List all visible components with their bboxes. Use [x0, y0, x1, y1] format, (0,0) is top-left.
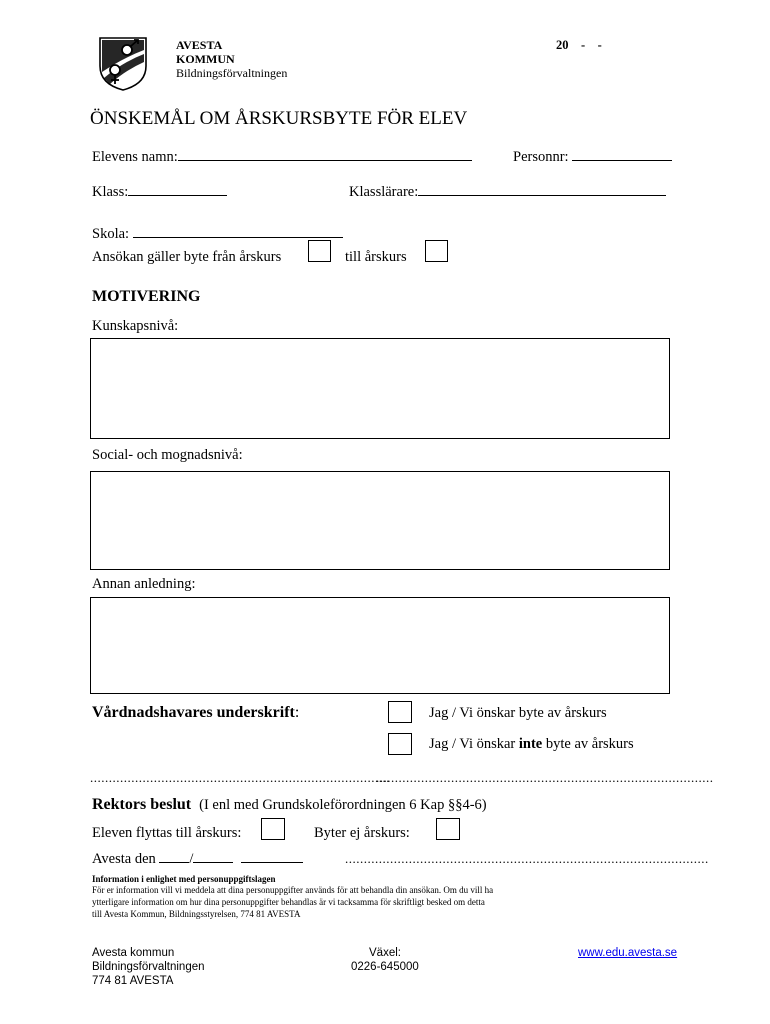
info-line-2: ytterligare information om hur dina personuppgifter behandlas är vi tacksamma för skriftligt besked om detta — [92, 897, 485, 907]
rektor-row — [92, 796, 487, 814]
klasslarare-label: Klasslärare: — [349, 184, 419, 200]
byte-fran-label: Ansökan gäller byte från årskurs — [92, 249, 282, 265]
rektor-signature-line[interactable]: ................................................................................................. — [345, 851, 709, 866]
want-change-checkbox[interactable] — [388, 701, 412, 723]
footer-phone-label: Växel: — [369, 947, 401, 959]
day-line[interactable] — [159, 850, 189, 863]
avesta-den-row — [92, 850, 303, 868]
footer-phone-number: 0226-645000 — [351, 961, 419, 973]
want-change-label: Jag / Vi önskar byte av årskurs — [429, 705, 607, 721]
info-line-3: till Avesta Kommun, Bildningsstyrelsen, 774 81 AVESTA — [92, 909, 301, 919]
info-heading: Information i enlighet med personuppgiftslagen — [92, 874, 276, 884]
page-title: ÖNSKEMÅL OM ÅRSKURSBYTE FÖR ELEV — [90, 108, 468, 129]
skola-row — [92, 225, 343, 243]
no-change-post: byte av årskurs — [542, 736, 634, 752]
year-line[interactable] — [241, 850, 303, 863]
rektor-label: Rektors beslut — [92, 796, 192, 813]
flyttas-label: Eleven flyttas till årskurs: — [92, 825, 242, 841]
student-name-row — [92, 148, 472, 166]
org-name-line2: KOMMUN — [176, 52, 235, 66]
avesta-den-label: Avesta den — [92, 851, 156, 867]
coat-of-arms-icon — [98, 36, 148, 92]
klass-label: Klass: — [92, 184, 129, 200]
social-textbox[interactable] — [90, 471, 670, 570]
no-change-bold: inte — [518, 736, 543, 752]
student-name-line[interactable] — [178, 148, 472, 161]
info-line-1: För er information vill vi meddela att dina personuppgifter används för att behandla din ansökan. Om du vill ha — [92, 885, 494, 895]
annan-label: Annan anledning: — [92, 576, 196, 592]
from-grade-checkbox[interactable] — [308, 240, 331, 262]
skola-line[interactable] — [133, 225, 343, 238]
date-slash: / — [189, 851, 194, 867]
kunskap-textbox[interactable] — [90, 338, 670, 439]
no-change-label — [429, 736, 634, 753]
student-name-label: Elevens namn: — [92, 149, 178, 165]
klass-line[interactable] — [128, 183, 227, 196]
byter-ej-label: Byter ej årskurs: — [314, 825, 410, 841]
personnr-line[interactable] — [572, 148, 672, 161]
footer-website-link[interactable]: www.edu.avesta.se — [578, 947, 678, 959]
skola-label: Skola: — [92, 226, 130, 242]
no-change-pre: Jag / Vi önskar — [429, 736, 519, 752]
personnr-label: Personnr: — [513, 149, 569, 165]
klasslarare-row — [349, 183, 666, 201]
guardian-signature-line-1[interactable]: ................................................................................ — [90, 770, 390, 785]
byter-ej-checkbox[interactable] — [436, 818, 460, 840]
guardian-signature-line-2[interactable]: .......................................................................................... — [376, 770, 714, 785]
org-department: Bildningsförvaltningen — [176, 66, 288, 80]
kunskap-label: Kunskapsnivå: — [92, 318, 179, 334]
month-line[interactable] — [193, 850, 233, 863]
municipality-logo — [98, 36, 148, 92]
klass-row — [92, 183, 227, 201]
footer-address-1: Avesta kommun — [92, 947, 175, 959]
date-field[interactable]: 20 - - — [556, 38, 602, 52]
annan-textbox[interactable] — [90, 597, 670, 694]
org-name-line1: AVESTA — [176, 38, 223, 52]
footer-address-3: 774 81 AVESTA — [92, 975, 174, 987]
guardian-label-text: Vårdnadshavares underskrift — [92, 704, 295, 721]
footer-address-2: Bildningsförvaltningen — [92, 961, 205, 973]
flyttas-checkbox[interactable] — [261, 818, 285, 840]
klasslarare-line[interactable] — [418, 183, 666, 196]
till-label: till årskurs — [345, 249, 407, 265]
personnr-row — [513, 148, 672, 166]
motivering-heading: MOTIVERING — [92, 288, 201, 305]
to-grade-checkbox[interactable] — [425, 240, 448, 262]
guardian-signature-label — [92, 704, 299, 722]
social-label: Social- och mognadsnivå: — [92, 447, 243, 463]
rektor-reference: (I enl med Grundskoleförordningen 6 Kap §§4-6) — [199, 797, 487, 813]
no-change-checkbox[interactable] — [388, 733, 412, 755]
guardian-label-colon: : — [294, 704, 300, 721]
